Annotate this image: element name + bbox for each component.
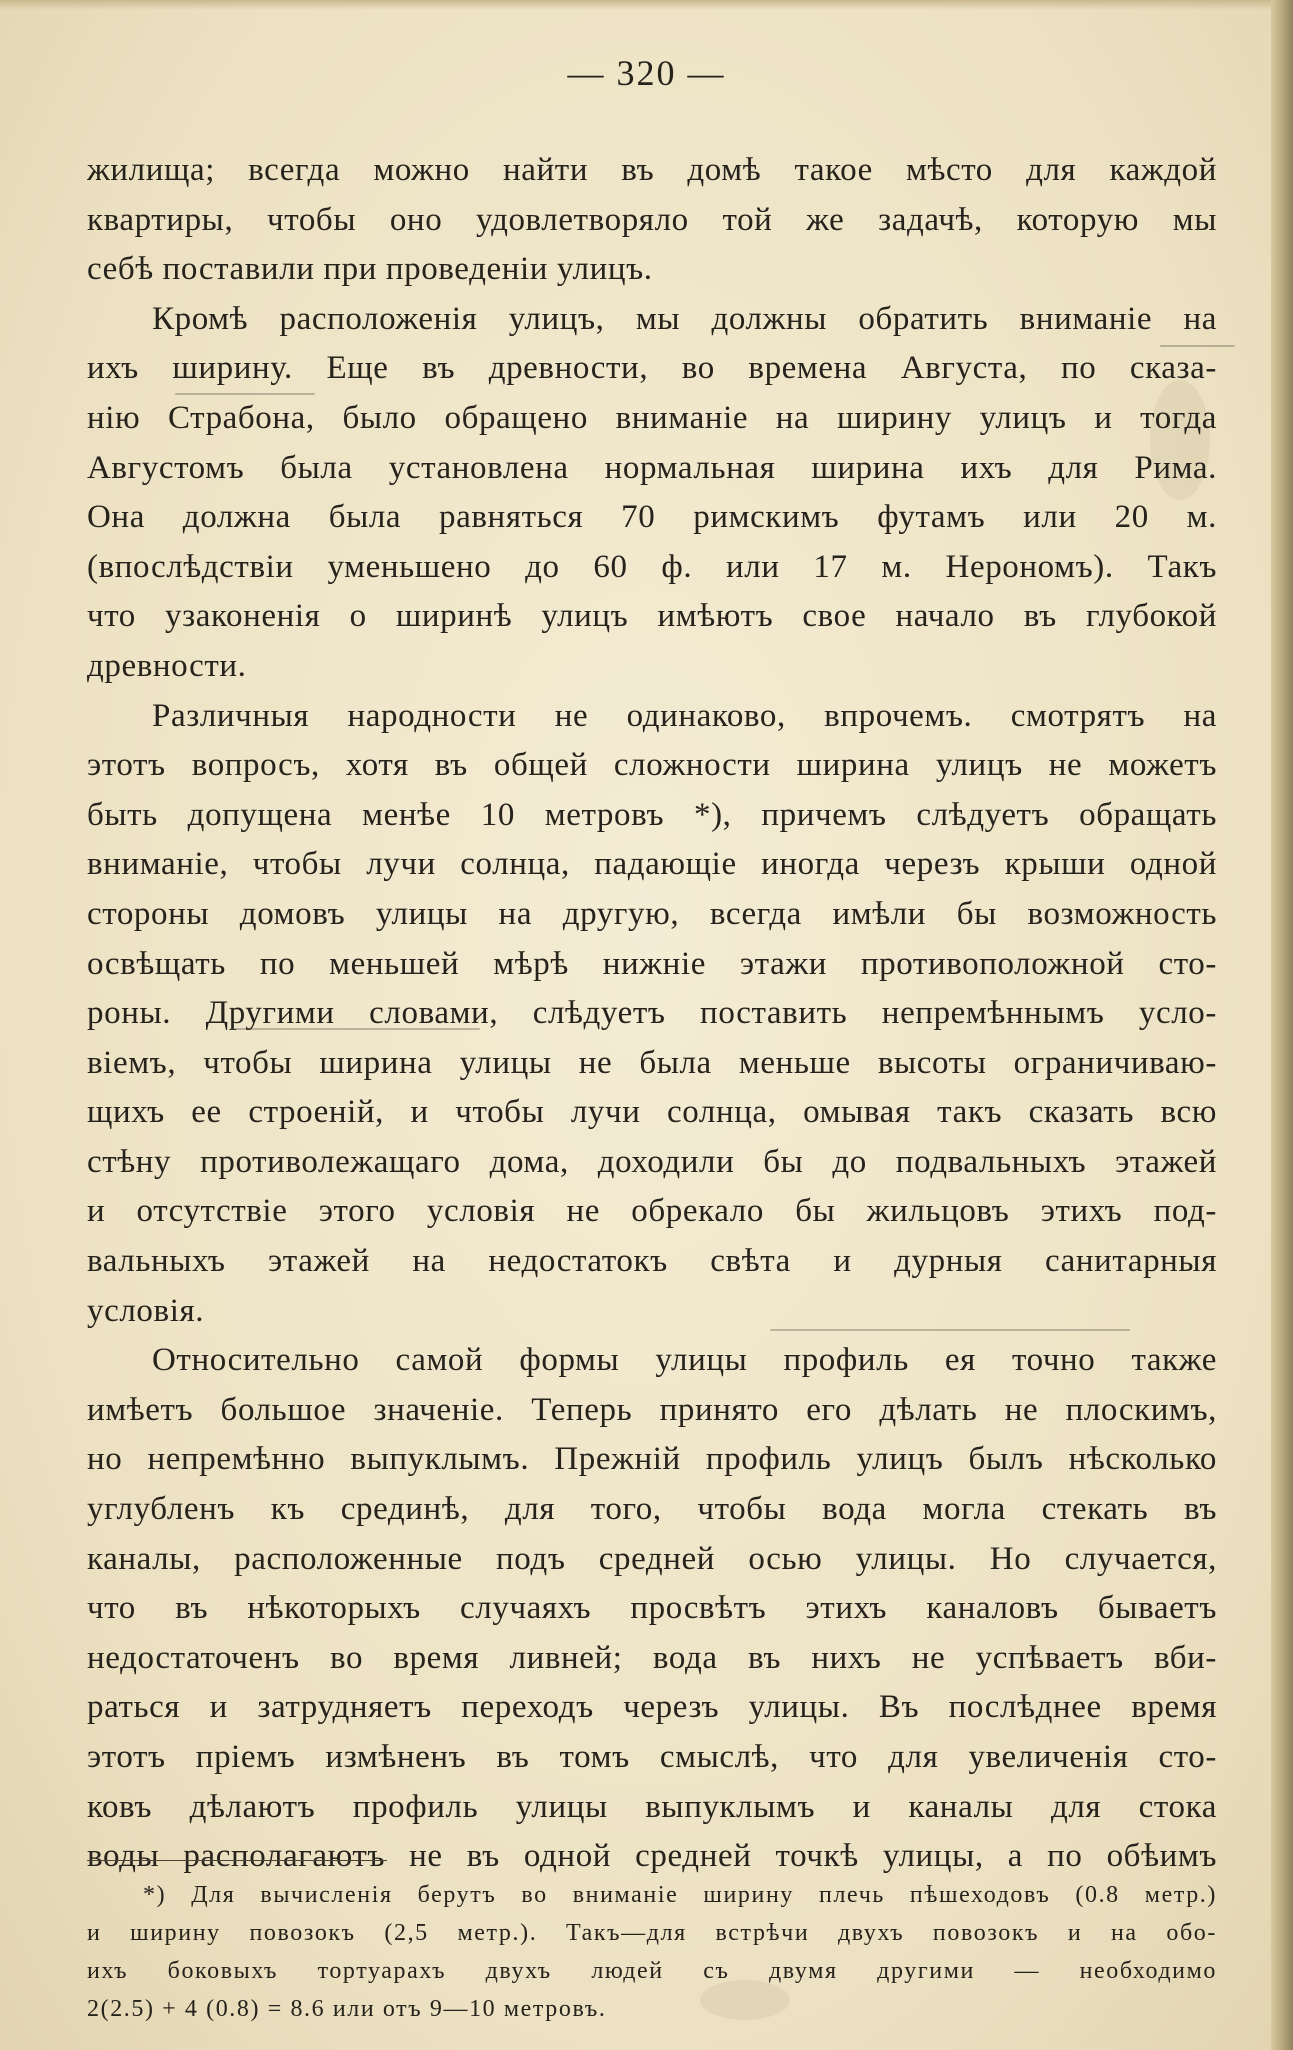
text-line: быть допущена менѣе 10 метровъ *), причемъ слѣдуетъ обращать xyxy=(87,796,1217,833)
body-text xyxy=(87,146,1217,1882)
text-line: Различныя народности не одинаково, впрочемъ. смотрятъ на xyxy=(152,697,1217,734)
footnote-line: ихъ боковыхъ тортуарахъ двухъ людей съ двумя другими — необходимо xyxy=(87,1958,1217,1984)
text-line: условiя. xyxy=(87,1292,205,1329)
text-line: но непремѣнно выпуклымъ. Прежнiй профиль улицъ былъ нѣсколько xyxy=(87,1441,1217,1478)
text-line: Относительно самой формы улицы профиль ея точно также xyxy=(152,1342,1217,1379)
text-line: стороны домовъ улицы на другую, всегда имѣли бы возможность xyxy=(87,895,1217,932)
text-line: жилища; всегда можно найти въ домѣ такое мѣсто для каждой xyxy=(87,152,1217,188)
text-line: нiю Страбона, было обращено вниманiе на ширину улицъ и тогда xyxy=(87,399,1217,436)
text-line: воды располагаютъ не въ одной средней точкѣ улицы, а по обѣимъ xyxy=(87,1838,1217,1875)
text-line: Августомъ была установлена нормальная ширина ихъ для Рима. xyxy=(87,449,1217,486)
text-line: щихъ ее строенiй, и чтобы лучи солнца, омывая такъ сказать всю xyxy=(87,1094,1217,1131)
text-line: раться и затрудняетъ переходъ черезъ улицы. Въ послѣднее время xyxy=(87,1689,1217,1726)
text-line: этотъ прiемъ измѣненъ въ томъ смыслѣ, что для увеличенiя сто- xyxy=(87,1739,1217,1775)
text-line: и отсутствiе этого условiя не обрекало бы жильцовъ этихъ под- xyxy=(87,1193,1217,1230)
footnote-line: 2(2.5) + 4 (0.8) = 8.6 или отъ 9—10 метровъ. xyxy=(87,1996,607,2022)
text-line: (впослѣдствiи уменьшено до 60 ф. или 17 м. Нерономъ). Такъ xyxy=(87,548,1217,585)
text-line: ихъ ширину. Еще въ древности, во времена Августа, по сказа- xyxy=(87,350,1217,387)
text-line: освѣщать по меньшей мѣрѣ нижнiе этажи противоположной сто- xyxy=(87,945,1217,982)
text-line: древности. xyxy=(87,647,247,684)
footnote-line: *) Для вычисленiя берутъ во вниманiе ширину плечь пѣшеходовъ (0.8 метр.) xyxy=(143,1882,1217,1908)
text-line: имѣетъ большое значенiе. Теперь принято его дѣлать не плоскимъ, xyxy=(87,1391,1217,1428)
text-line: стѣну противолежащаго дома, доходили бы до подвальныхъ этажей xyxy=(87,1143,1217,1180)
footnote-line: и ширину повозокъ (2,5 метр.). Такъ—для встрѣчи двухъ повозокъ и на обо- xyxy=(87,1920,1217,1946)
page-top-edge xyxy=(0,0,1293,10)
footnote xyxy=(87,1876,1217,2028)
pencil-underline xyxy=(770,1329,1130,1331)
footnote-separator xyxy=(87,1860,387,1861)
pencil-underline xyxy=(230,1028,480,1030)
text-line: себѣ поставили при проведенiи улицъ. xyxy=(87,251,653,288)
page-binding-edge xyxy=(1271,0,1293,2050)
pencil-underline xyxy=(1160,345,1235,347)
text-line: Кромѣ расположенiя улицъ, мы должны обратить вниманiе на xyxy=(152,300,1217,337)
page-number: — 320 — xyxy=(567,53,726,93)
text-line: вiемъ, чтобы ширина улицы не была меньше высоты ограничиваю- xyxy=(87,1044,1217,1081)
text-line: ковъ дѣлаютъ профиль улицы выпуклымъ и каналы для стока xyxy=(87,1788,1217,1825)
text-line: этотъ вопросъ, хотя въ общей сложности ширина улицъ не можетъ xyxy=(87,747,1217,784)
text-line: Она должна была равняться 70 римскимъ футамъ или 20 м. xyxy=(87,499,1217,536)
text-line: недостаточенъ во время ливней; вода въ нихъ не успѣваетъ вби- xyxy=(87,1639,1217,1676)
text-line: вальныхъ этажей на недостатокъ свѣта и дурныя санитарныя xyxy=(87,1243,1217,1280)
text-line: квартиры, чтобы оно удовлетворяло той же задачѣ, которую мы xyxy=(87,201,1217,238)
pencil-underline xyxy=(175,393,315,395)
text-line: что узаконенiя о ширинѣ улицъ имѣютъ свое начало въ глубокой xyxy=(87,598,1217,635)
text-line: роны. Другими словами, слѣдуетъ поставить непремѣннымъ усло- xyxy=(87,995,1217,1032)
text-line: каналы, расположенные подъ средней осью улицы. Но случается, xyxy=(87,1540,1217,1577)
text-line: что въ нѣкоторыхъ случаяхъ просвѣтъ этихъ каналовъ бываетъ xyxy=(87,1590,1217,1627)
text-line: углубленъ къ срединѣ, для того, чтобы вода могла стекать въ xyxy=(87,1491,1217,1528)
text-line: вниманiе, чтобы лучи солнца, падающiе иногда черезъ крыши одной xyxy=(87,846,1217,883)
